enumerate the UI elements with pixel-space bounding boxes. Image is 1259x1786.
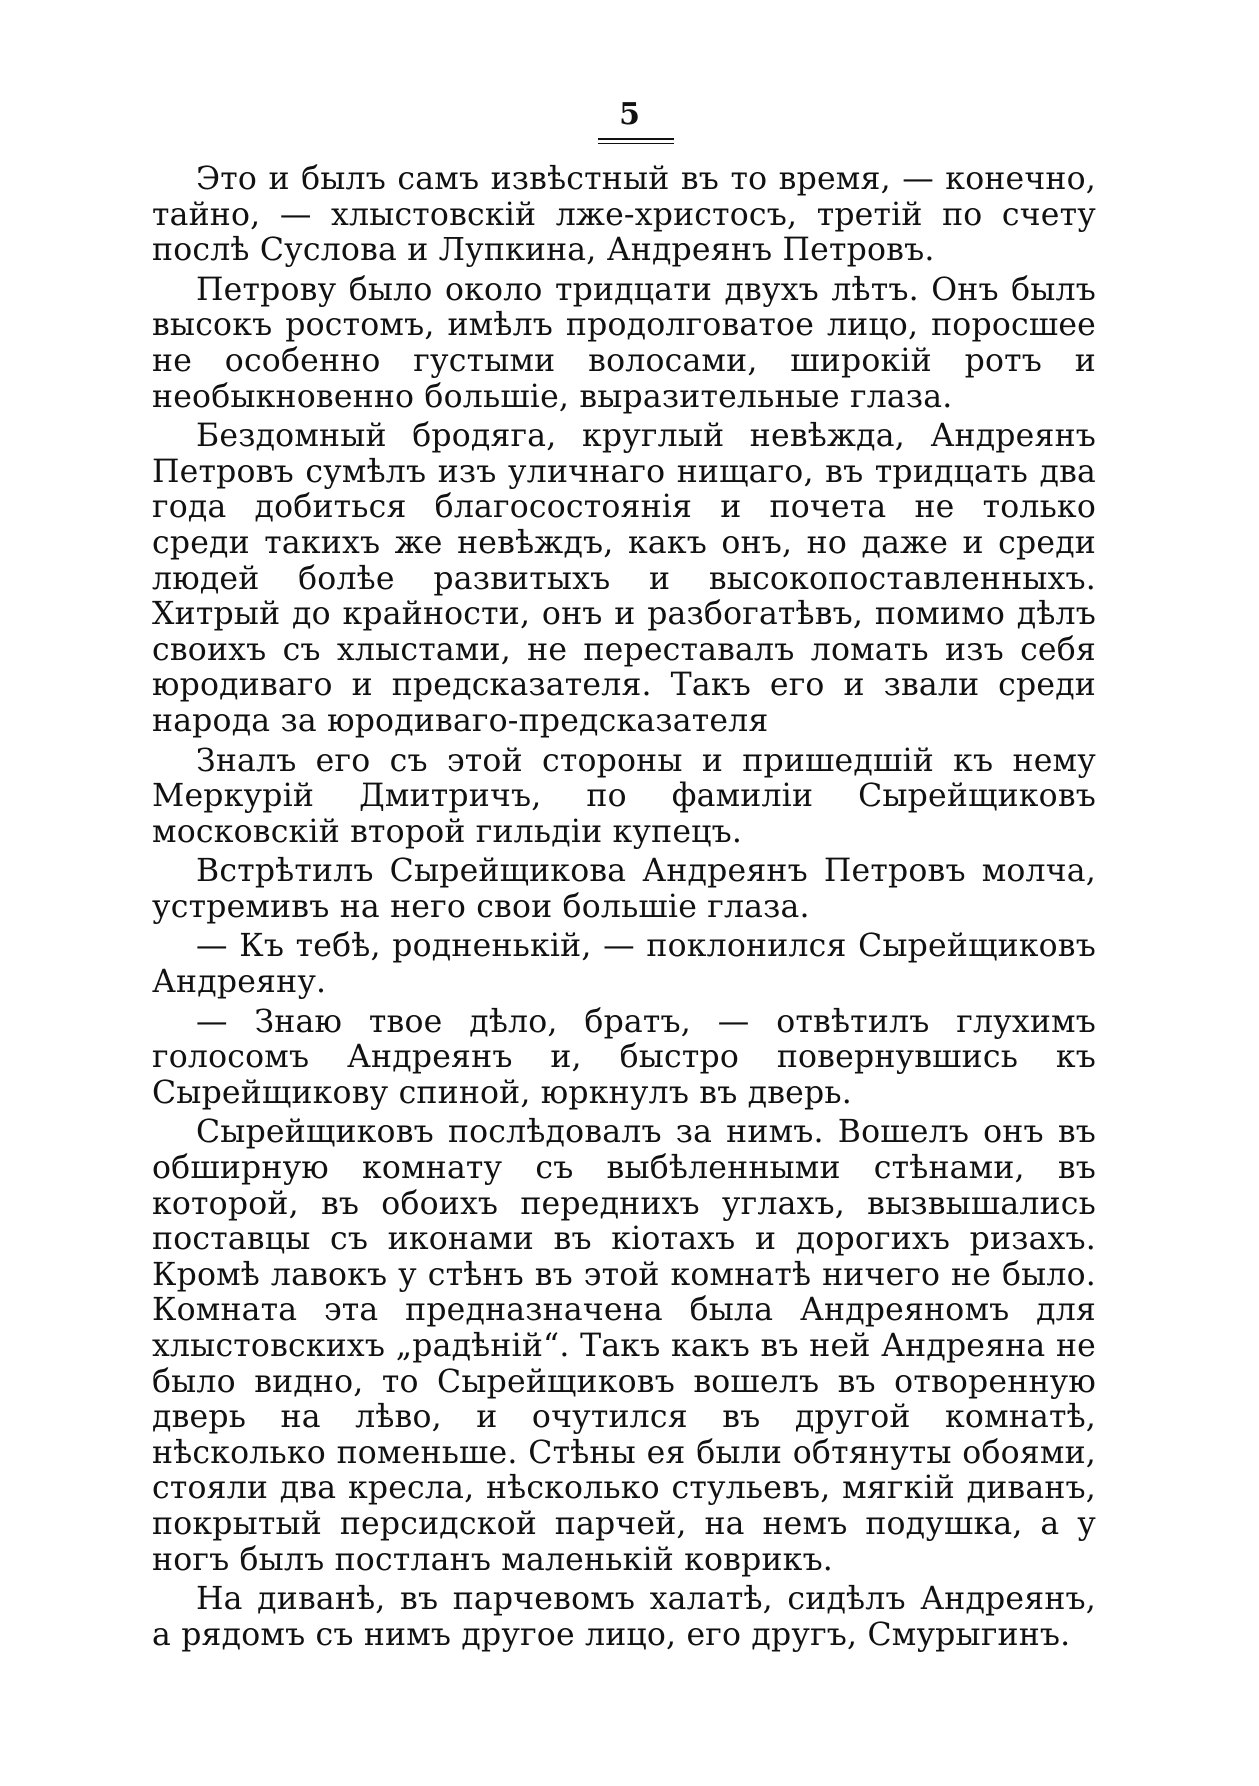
paragraph: Это и былъ самъ извѣстный въ то время, — конечно, тайно, — хлыстовскiй лже-христосъ, третiй по счету послѣ Суслова и Лупкина, Андреянъ Петровъ. xyxy=(152,161,1096,269)
body-text xyxy=(152,162,1096,1653)
paragraph: Сырейщиковъ послѣдовалъ за нимъ. Вошелъ онъ въ обширную комнату съ выбѣленными стѣнами, въ которой, въ обоихъ переднихъ углахъ, вызвышались поставцы съ иконами въ кiотахъ и дорогихъ ризахъ. Кромѣ лавокъ у стѣнъ въ этой комнатѣ ничего не было. Комната эта предназначена была Андреяномъ для хлыстовскихъ „радѣнiй“. Такъ какъ въ ней Андреяна не было видно, то Сырейщиковъ вошелъ въ отворенную дверь на лѣво, и очутился въ другой комнатѣ, нѣсколько поменьше. Стѣны ея были обтянуты обоями, стояли два кресла, нѣсколько стульевъ, мягкiй диванъ, покрытый персидской парчей, на немъ подушка, а у ногъ былъ постланъ маленькiй коврикъ. xyxy=(152,1114,1096,1578)
paragraph: Встрѣтилъ Сырейщикова Андреянъ Петровъ молча, устремивъ на него свои большiе глаза. xyxy=(152,853,1096,925)
dialogue-paragraph: — Къ тебѣ, родненькiй, — поклонился Сырейщиковъ Андреяну. xyxy=(152,928,1096,1001)
header-rule xyxy=(598,138,674,140)
paragraph: Бездомный бродяга, круглый невѣжда, Андреянъ Петровъ сумѣлъ изъ уличнаго нищаго, въ тридцать два года добиться благосостоянiя и почета не только среди такихъ же невѣждъ, какъ онъ, но даже и среди людей болѣе развитыхъ и высокопоставленныхъ. Хитрый до крайности, онъ и разбогатѣвъ, помимо дѣлъ своихъ съ хлыстами, не переставалъ ломать изъ себя юродиваго и предсказателя. Такъ его и звали среди народа за юродиваго-предсказателя xyxy=(152,418,1096,739)
paragraph: Петрову было около тридцати двухъ лѣтъ. Онъ былъ высокъ ростомъ, имѣлъ продолговатое лицо, поросшее не особенно густыми волосами, широкiй ротъ и необыкновенно большiе, выразительные глаза. xyxy=(152,271,1096,415)
page-number: 5 xyxy=(619,97,640,132)
dialogue-paragraph: — Знаю твое дѣло, братъ, — отвѣтилъ глухимъ голосомъ Андреянъ и, быстро повернувшись къ Сырейщикову спиной, юркнулъ въ дверь. xyxy=(152,1003,1096,1111)
paragraph: На диванѣ, въ парчевомъ халатѣ, сидѣлъ Андреянъ, а рядомъ съ нимъ другое лицо, его другъ, Смурыгинъ. xyxy=(152,1581,1096,1653)
paragraph: Зналъ его съ этой стороны и пришедшiй къ нему Меркурiй Дмитричъ, по фамилiи Сырейщиковъ московскiй второй гильдiи купецъ. xyxy=(152,742,1096,850)
